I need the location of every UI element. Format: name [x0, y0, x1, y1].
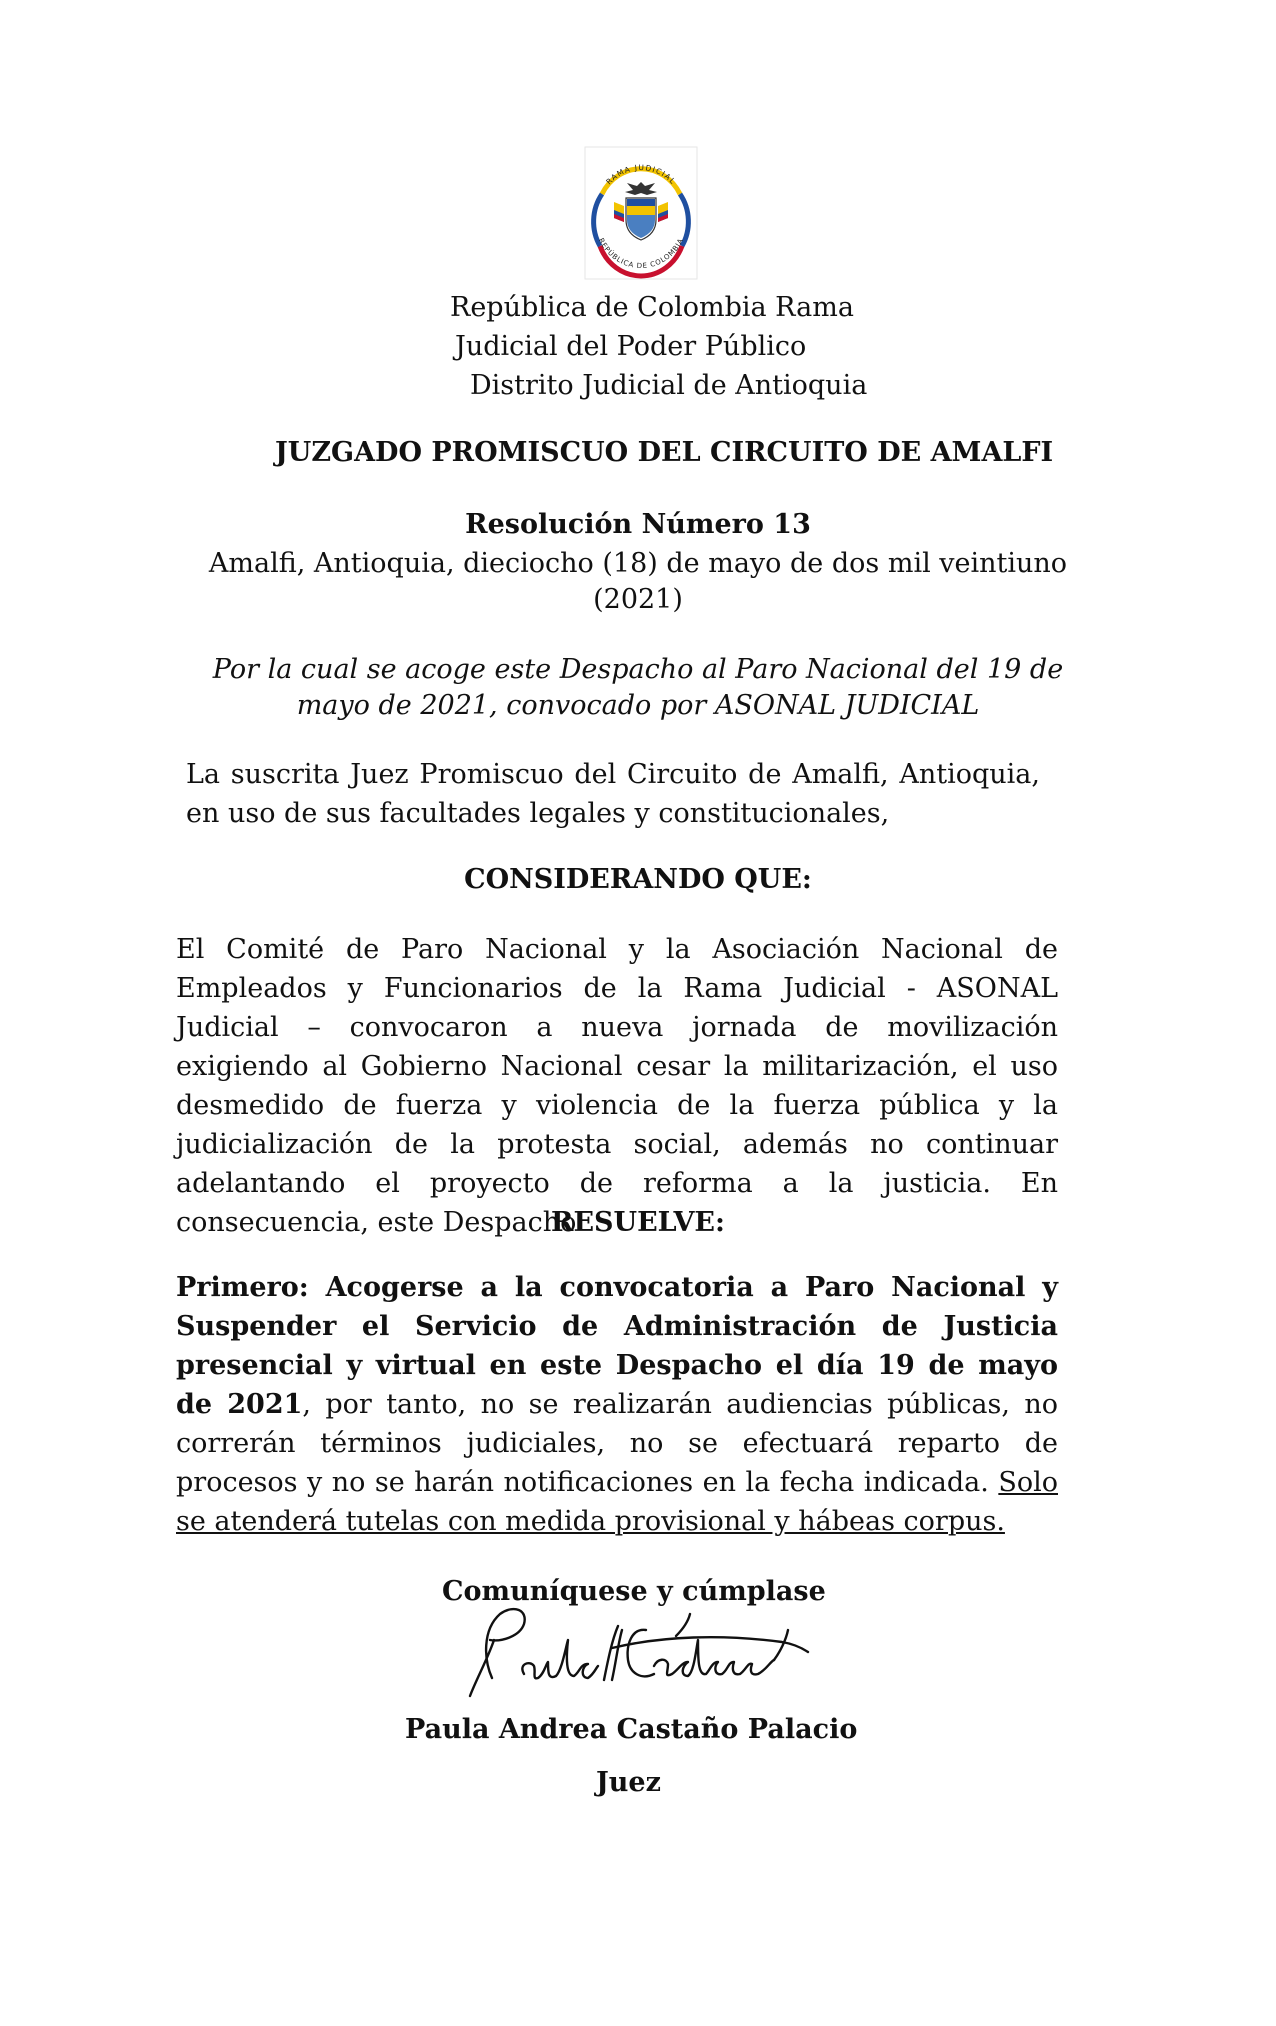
header-line-3: Distrito Judicial de Antioquia [470, 370, 868, 401]
resuelve-underlined-text: Solo se atenderá tutelas con medida provisional y hábeas corpus. [176, 1467, 1058, 1537]
resolution-date-line-1: Amalfi, Antioquia, dieciocho (18) de mayo de dos mil veintiuno [208, 548, 1068, 579]
considerando-paragraph: El Comité de Paro Nacional y la Asociación Nacional de Empleados y Funcionarios de la Rama Judicial - ASONAL Judicial – convocaron a nueva jornada de movilización exigiendo al Gobierno Nacional cesar la militarización, el uso desmedido de fuerza y violencia de la fuerza pública y la judicialización de la protesta social, además no continuar adelantando el proyecto de reforma a la justicia. En consecuencia, este Despacho [176, 934, 1058, 1238]
closing-text: Comuníquese y cúmplase [442, 1576, 826, 1607]
resolution-subject-line-2: mayo de 2021, convocado por ASONAL JUDICIAL [296, 690, 980, 721]
resuelve-paragraph [176, 1268, 1058, 1541]
signer-title: Juez [596, 1767, 661, 1798]
considerando-heading: CONSIDERANDO QUE: [464, 864, 812, 895]
intro-paragraph: La suscrita Juez Promiscuo del Circuito de Amalfi, Antioquia, en uso de sus facultades legales y constitucionales, [186, 759, 1040, 829]
handwritten-signature-image [462, 1600, 822, 1710]
resolution-subject-line-1: Por la cual se acoge este Despacho al Paro Nacional del 19 de [212, 654, 1064, 685]
header-line-2: Judicial del Poder Público [455, 331, 807, 362]
resolution-date-line-2: (2021) [593, 584, 683, 615]
resuelve-normal-text: , por tanto, no se realizarán audiencias públicas, no correrán términos judiciales, no se efectuará reparto de procesos y no se harán notificaciones en la fecha indicada. [176, 1389, 1058, 1498]
resuelve-bold-text: Primero: Acogerse a la convocatoria a Paro Nacional y Suspender el Servicio de Administración de Justicia presencial y virtual en este Despacho el día 19 de mayo de 2021 [176, 1272, 1058, 1420]
svg-text:REPÚBLICA DE COLOMBIA: REPÚBLICA DE COLOMBIA [596, 236, 686, 271]
rama-judicial-seal-icon [584, 146, 698, 280]
court-name: JUZGADO PROMISCUO DEL CIRCUITO DE AMALFI [275, 437, 1054, 468]
signer-name: Paula Andrea Castaño Palacio [405, 1714, 858, 1745]
resolution-title: Resolución Número 13 [465, 509, 811, 540]
svg-text:RAMA JUDICIAL: RAMA JUDICIAL [604, 162, 678, 187]
header-line-1: República de Colombia Rama [450, 292, 854, 323]
resuelve-heading: RESUELVE: [551, 1207, 725, 1238]
